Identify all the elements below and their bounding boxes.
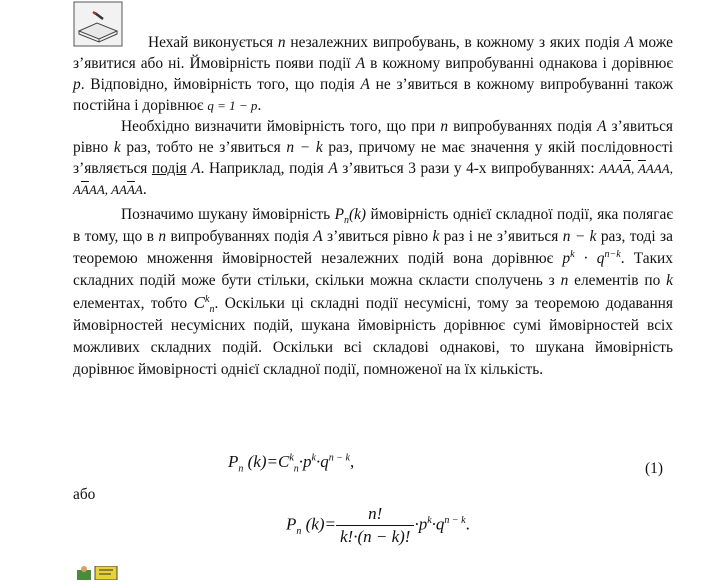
paragraph-1: Нехай виконується n незалежних випробувань, в кожному з яких подія A може з’явитися або ні. Ймовірність появи події A в кожному випробуванні однакова і дорівнює p. Відповідно, ймовірність того, що подія A не з’явиться в кожному випробуванні також постійна і дорівнює q = 1 − p. — [73, 34, 673, 114]
equation-number: (1) — [645, 460, 663, 477]
paragraph-2: Необхідно визначити ймовірність того, що при n випробуваннях подія A з’явиться рівно k раз, тобто не з’явиться n − k раз, причому не має значення у якій послідовності з’являється подія A. Наприклад, подія A з’явиться 3 рази у 4-х випробуваннях: $AAA\overline{A}$, $\overline{A}AAA$, $A\overline{A}AA$, $AA\overline{A}A$. — [73, 118, 673, 198]
paragraph-3: Позначимо шукану ймовірність $P_n(k)$ ймовірність однієї складної події, яка полягає в тому, що в n випробуваннях подія A з’явиться рівно k раз і не з’явиться n − k раз, тоді за теоремою множення ймовірностей незалежних подій вона дорівнює $p^k \cdot q^{n-k}$. Таких складних подій може бути стільки, скільки можна скласти сполучень з n елементів по k елементах, тобто $C^k_n$. Оскільки ці складні події несумісні, тому за теоремою додавання ймовірностей несумісних подій, шукана ймовірність дорівнює сумі ймовірностей всіх можливих складних подій. Оскільки всі складові однакові, то шукана ймовірність дорівнює ймовірності однієї складної події, помноженої на їх кількість. — [73, 206, 673, 378]
teacher-board-icon — [75, 566, 131, 580]
formula-bernoulli: $P_n$ $(k)=C^k_n\cdot p^k\cdot q^{n - k}$, — [228, 452, 355, 475]
fraction: $\frac{n!}{k!\cdot(n - k)!}$ — [336, 503, 414, 548]
formula-factorial: $P_n$ (k)= $\frac{n!}{k!\cdot(n - k)!}$ $\cdot p^k\cdot q^{n - k}$. — [286, 504, 470, 546]
or-word: або — [73, 486, 96, 503]
text-body — [73, 0, 673, 381]
